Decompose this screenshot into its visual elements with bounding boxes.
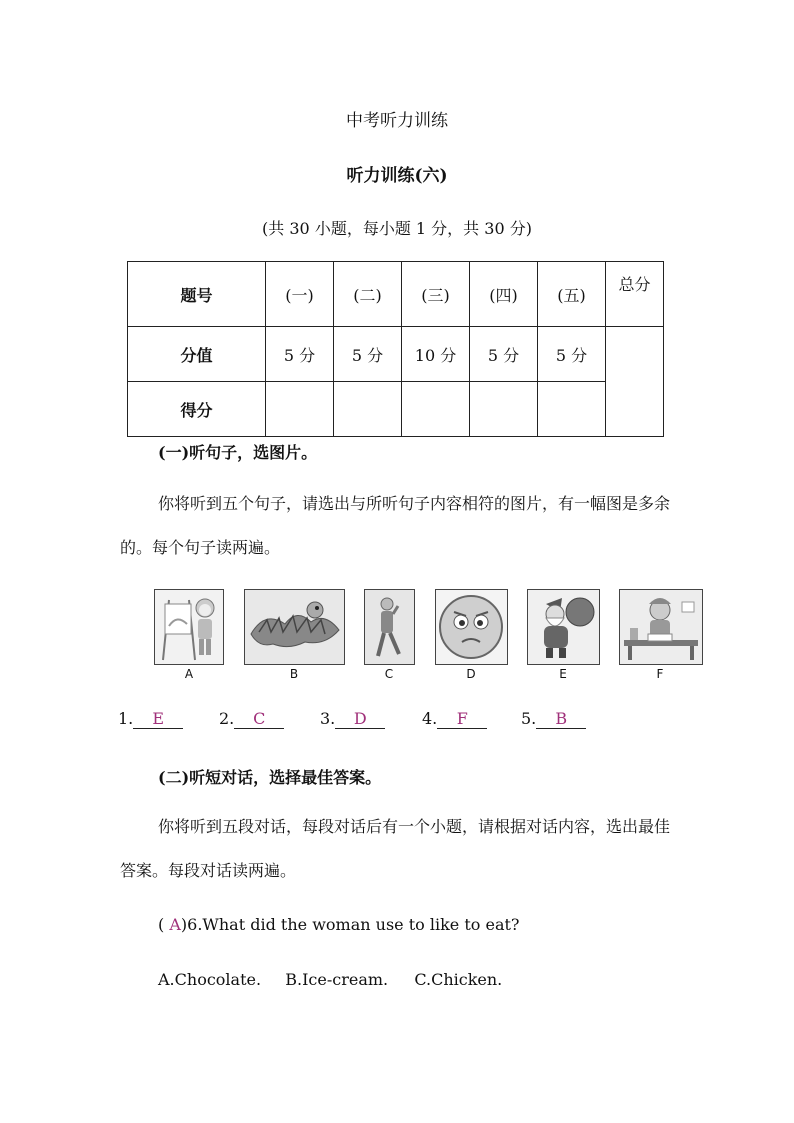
column-header: (四) (470, 262, 538, 327)
man-walking-icon (364, 589, 415, 665)
total-header: 总分 (606, 262, 664, 327)
question-6-answer[interactable]: A (169, 915, 181, 934)
score-entry-cell[interactable] (266, 382, 334, 437)
score-entry-cell[interactable] (538, 382, 606, 437)
picture-label: A (184, 667, 194, 681)
question-6-text: 6.What did the woman use to like to eat? (187, 915, 520, 934)
total-score-cell[interactable] (606, 327, 664, 437)
answer-bracket-close: ) (180, 915, 188, 934)
answer-item (422, 709, 487, 729)
option-b[interactable]: B.Ice-cream. (285, 970, 389, 989)
section-1-instruction: 你将听到五个句子，请选出与所听句子内容相符的图片，有一幅图是多余的。每个句子读两遍。 (120, 494, 671, 557)
row-label-score: 得分 (128, 382, 266, 437)
question-number: 1. (118, 709, 134, 728)
scoring-note: (共 30 小题，每小题 1 分，共 30 分) (262, 219, 532, 238)
score-value: 5 分 (538, 327, 606, 382)
answer-item (521, 709, 586, 729)
column-header: (五) (538, 262, 606, 327)
girl-studying-desk-icon (619, 589, 703, 665)
column-header: (一) (266, 262, 334, 327)
answer-row (118, 709, 718, 733)
page-title: 中考听力训练 (346, 111, 448, 131)
picture-label: D (466, 667, 476, 681)
question-number: 5. (521, 709, 537, 728)
section-2-heading: (二)听短对话，选择最佳答案。 (158, 768, 382, 787)
answer-blank[interactable]: E (133, 709, 183, 729)
score-entry-cell[interactable] (470, 382, 538, 437)
question-number: 4. (422, 709, 438, 728)
score-entry-cell[interactable] (402, 382, 470, 437)
question-number: 2. (219, 709, 235, 728)
question-6 (158, 915, 520, 934)
exercise-title: 听力训练(六) (346, 166, 448, 186)
picture-label: E (559, 667, 567, 681)
score-value: 5 分 (470, 327, 538, 382)
option-a[interactable]: A.Chocolate. (158, 970, 262, 989)
score-table (127, 261, 664, 437)
picture-label: C (384, 667, 394, 681)
column-header: (二) (334, 262, 402, 327)
answer-blank[interactable]: F (437, 709, 487, 729)
girl-painting-easel-icon (154, 589, 224, 665)
score-value: 5 分 (266, 327, 334, 382)
answer-item (219, 709, 284, 729)
option-c[interactable]: C.Chicken. (414, 970, 503, 989)
answer-item (118, 709, 183, 729)
row-label-value: 分值 (128, 327, 266, 382)
score-entry-cell[interactable] (334, 382, 402, 437)
picture-label: F (656, 667, 664, 681)
score-value: 5 分 (334, 327, 402, 382)
worried-face-icon (435, 589, 508, 665)
picture-label: B (289, 667, 299, 681)
question-6-options (158, 970, 658, 989)
answer-blank[interactable]: D (335, 709, 385, 729)
answer-blank[interactable]: B (536, 709, 586, 729)
row-label-number: 题号 (128, 262, 266, 327)
answer-bracket-open: ( (158, 915, 165, 934)
santa-claus-icon (527, 589, 600, 665)
answer-blank[interactable]: C (234, 709, 284, 729)
column-header: (三) (402, 262, 470, 327)
dragon-icon (244, 589, 345, 665)
section-1-heading: (一)听句子，选图片。 (158, 443, 318, 462)
question-number: 3. (320, 709, 336, 728)
section-2-instruction: 你将听到五段对话，每段对话后有一个小题，请根据对话内容，选出最佳答案。每段对话读两遍。 (120, 817, 671, 880)
answer-item (320, 709, 385, 729)
score-value: 10 分 (402, 327, 470, 382)
